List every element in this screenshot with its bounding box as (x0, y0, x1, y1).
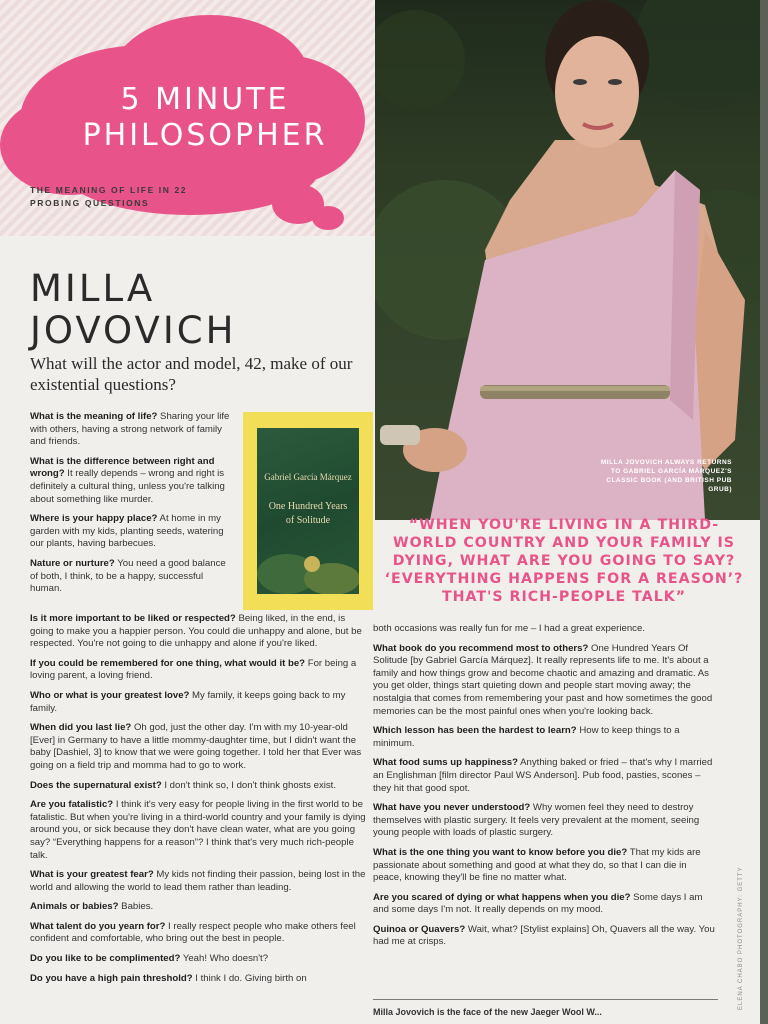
qa-answer: For being a loving parent, a loving friend. (30, 657, 357, 682)
qa-item (30, 901, 368, 914)
qa-item (30, 456, 235, 506)
footer-divider (373, 999, 718, 1000)
qa-answer: At home in my garden with my kids, planting seeds, watering our plants, having barbecues. (30, 513, 224, 550)
photo-credit: ELENA CHABO PHOTOGRAPHY: GETTY (738, 866, 744, 1010)
section-title-line1: 5 MINUTE (120, 82, 290, 117)
portrait-illustration (375, 0, 760, 520)
portrait-photo (375, 0, 760, 520)
qa-answer: It really depends – wrong and right is definitely a cultural thing, unless you're talking about something like murder. (30, 468, 225, 505)
qa-item (30, 973, 368, 986)
qa-question: If you could be remembered for one thing, what would it be? (30, 657, 306, 669)
qa-column-right (373, 623, 718, 956)
qa-item (30, 411, 235, 449)
qa-column-left-top (30, 411, 235, 603)
name-line1: MILLA (30, 267, 156, 310)
qa-question: Who or what is your greatest love? (30, 689, 190, 701)
qa-item (30, 613, 368, 651)
qa-question: Do you have a high pain threshold? (30, 972, 193, 984)
qa-answer: Sharing your life with others, having a strong network of family and friends. (30, 411, 230, 448)
qa-item (30, 558, 235, 596)
qa-answer: I really respect people who make others feel confident and comfortable, who bring out the best in people. (30, 920, 356, 945)
qa-answer: One Hundred Years Of Solitude [by Gabriel García Márquez]. It really represents life to me. It's about a family and how things grow and become chaotic and amazing and dramatic. As you get older, things start quieting down and people start moving away; the nostalgia that comes from remembering your past and how sometimes the good memories can be the most painful ones when you're looking back. (373, 642, 713, 717)
qa-item (30, 513, 235, 551)
qa-item (30, 722, 368, 772)
qa-item (373, 802, 718, 840)
qa-question: What is your greatest fear? (30, 869, 154, 881)
qa-answer: Why women feel they need to destroy themselves with plastic surgery. It feels very prevalent at the moment, seeing young people with loads of plastic surgery. (373, 802, 700, 839)
qa-item (30, 953, 368, 966)
qa-question: Where is your happy place? (30, 513, 158, 525)
qa-question: Do you like to be complimented? (30, 953, 181, 965)
qa-question: Is it more important to be liked or respected? (30, 613, 236, 624)
qa-answer: I think it's very easy for people living in the first world to be fatalistic. But when you're living in a third-world country and your family is dying around you, or sick because they don't have clean water, what are you going say? “Everything happens for a reason”? I think that's very much rich-people talk. (30, 799, 366, 861)
qa-question: What talent do you yearn for? (30, 920, 166, 932)
qa-item (30, 658, 368, 683)
qa-answer: You need a good balance of both, I think, to be a happy, successful human. (30, 557, 226, 595)
qa-question: Does the supernatural exist? (30, 779, 162, 791)
qa-question: What have you never understood? (373, 802, 531, 814)
qa-item (30, 921, 368, 946)
qa-item (30, 799, 368, 862)
qa-answer: Oh god, just the other day. I'm with my 10-year-old [Ever] in Germany to have a little mommy-daughter time, but I didn't want the baby [Dashiel, 3] to know that we were going together. I told her that Ever was going on a field trip and momma had to go to work. (30, 722, 362, 771)
interviewee-name (30, 268, 236, 352)
qa-item (373, 757, 718, 795)
section-title-line2: PHILOSOPHER (82, 118, 328, 153)
qa-answer: Being liked, in the end, is going to make you a happier person. You could die unhappy and alone, but be respected. You're not going to die unhappy and alone if you're liked. (30, 613, 362, 650)
pull-quote: “WHEN YOU'RE LIVING IN A THIRD-WORLD COUNTRY AND YOUR FAMILY IS DYING, WHAT ARE YOU GOING TO SAY? ‘EVERYTHING HAPPENS FOR A REASON’? THAT'S RICH-PEOPLE TALK” (384, 517, 744, 605)
qa-item (30, 869, 368, 894)
qa-item (373, 623, 718, 636)
qa-question: When did you last lie? (30, 722, 132, 734)
qa-answer: I think I do. Giving birth on (192, 972, 307, 984)
qa-item (30, 690, 368, 715)
qa-item (373, 847, 718, 885)
qa-question: What is the one thing you want to know before you die? (373, 846, 628, 858)
qa-item (30, 780, 368, 793)
qa-answer: My kids not finding their passion, being lost in the world and allowing the world to lead them rather than leading. (30, 869, 366, 893)
qa-answer: Yeah! Who doesn't? (180, 953, 269, 965)
qa-question: What is the difference between right and wrong? (30, 455, 215, 480)
qa-question: Animals or babies? (30, 901, 119, 913)
qa-question: Are you fatalistic? (30, 799, 114, 811)
qa-answer: I don't think so, I don't think ghosts exist. (161, 779, 337, 791)
qa-question: Nature or nurture? (30, 557, 115, 569)
qa-answer: My family, it keeps going back to my family. (30, 689, 346, 714)
book-cover (257, 428, 359, 594)
qa-answer: both occasions was really fun for me – I had a great experience. (373, 623, 645, 634)
book-cover-illustration (257, 534, 359, 594)
qa-item (373, 924, 718, 949)
qa-answer: Wait, what? [Stylist explains] Oh, Quavers all the way. You had me at crisps. (373, 923, 715, 948)
qa-answer: Some days I am and some days I'm not. It really depends on my mood. (373, 891, 703, 916)
section-title (40, 82, 370, 154)
qa-column-left (30, 613, 368, 992)
qa-question: Are you scared of dying or what happens when you die? (373, 891, 631, 903)
qa-item (373, 892, 718, 917)
name-line2: JOVOVICH (30, 309, 237, 352)
photo-caption: MILLA JOVOVICH ALWAYS RETURNS TO GABRIEL GARCÍA MÁRQUEZ'S CLASSIC BOOK (AND BRITISH PUB GRUB) (600, 459, 732, 493)
footer-note: Milla Jovovich is the face of the new Jaeger Wool W... (373, 1007, 602, 1017)
qa-answer: That my kids are passionate about something and good at what they do, so that I can die in peace, knowing they'll be fine no matter what. (373, 846, 701, 884)
qa-question: Quinoa or Quavers? (373, 923, 466, 935)
qa-question: What is the meaning of life? (30, 411, 158, 422)
book-image (243, 412, 373, 610)
qa-answer: Babies. (118, 901, 154, 913)
qa-question: Which lesson has been the hardest to learn? (373, 725, 577, 737)
qa-question: What food sums up happiness? (373, 757, 518, 769)
book-author: Gabriel García Márquez (264, 472, 352, 482)
qa-item (373, 725, 718, 750)
qa-answer: Anything baked or fried – that's why I married an Englishman [film director Paul WS Anderson]. Pub food, pasties, scones – they hit that good spot. (373, 757, 713, 794)
standfirst: What will the actor and model, 42, make of our existential questions? (30, 354, 353, 394)
section-kicker: THE MEANING OF LIFE IN 22 PROBING QUESTIONS (30, 185, 188, 208)
qa-item (373, 643, 718, 719)
qa-answer: How to keep things to a minimum. (373, 725, 680, 749)
book-title: One Hundred Years of Solitude (268, 501, 348, 526)
qa-question: What book do you recommend most to others? (373, 642, 589, 654)
